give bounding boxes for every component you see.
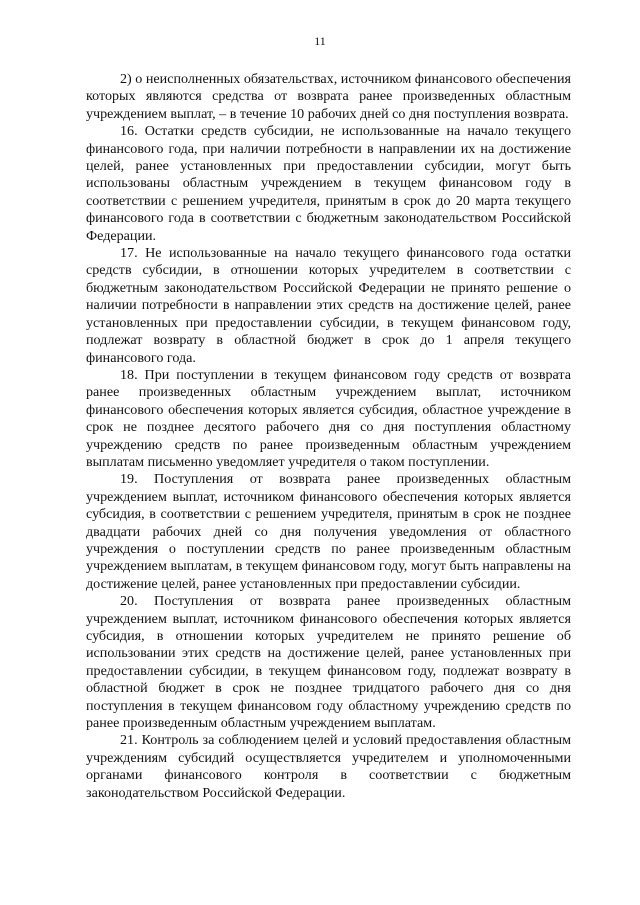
paragraph-17: 17. Не использованные на начало текущего финансового года остатки средств субсидии, в отношении которых учредителем в соответствии с бюджетным законодательством Российской Федерации не принято решение о наличии потребности в направлении этих средств на достижение целей, ранее установленных при предоставлении субсидии, в текущем финансовом году, подлежат возврату в областной бюджет в срок до 1 апреля текущего финансового года. [86, 245, 571, 366]
document-body [86, 71, 571, 802]
paragraph-18: 18. При поступлении в текущем финансовом году средств от возврата ранее произведенных областным учреждением выплат, источником финансового обеспечения которых является субсидия, областное учреждение в срок не позднее десятого рабочего дня со дня поступления областному учреждению средств по ранее произведенным областным учреждением выплатам письменно уведомляет учредителя о таком поступлении. [86, 366, 571, 470]
paragraph-item-2: 2) о неисполненных обязательствах, источником финансового обеспечения которых являются средства от возврата ранее произведенных областным учреждением выплат, – в течение 10 рабочих дней со дня поступления возврата. [86, 71, 571, 122]
paragraph-21: 21. Контроль за соблюдением целей и условий предоставления областным учреждениям субсидий осуществляется учредителем и уполномоченными органами финансового контроля в соответствии с бюджетным законодательством Российской Федерации. [86, 732, 571, 801]
paragraph-19: 19. Поступления от возврата ранее произведенных областным учреждением выплат, источником финансового обеспечения которых является субсидия, в соответствии с решением учредителя, принятым в срок не позднее двадцати рабочих дней со дня получения уведомления от областного учреждения о поступлении средств по ранее произведенным областным учреждением выплатам, в текущем финансовом году, могут быть направлены на достижение целей, ранее установленных при предоставлении субсидии. [86, 471, 571, 592]
paragraph-16: 16. Остатки средств субсидии, не использованные на начало текущего финансового года, при наличии потребности в направлении их на достижение целей, ранее установленных при предоставлении субсидии, могут быть использованы областным учреждением в текущем финансовом году в соответствии с решением учредителя, принятым в срок до 20 марта текущего финансового года в соответствии с бюджетным законодательством Российской Федерации. [86, 123, 571, 244]
page-number: 11 [314, 34, 326, 48]
paragraph-20: 20. Поступления от возврата ранее произведенных областным учреждением выплат, источником финансового обеспечения которых является субсидия, в отношении которых учредителем не принято решение об использовании этих средств на достижение целей, ранее установленных при предоставлении субсидии, в текущем финансовом году, подлежат возврату в областной бюджет в срок не позднее тридцатого рабочего дня со дня поступления в текущем финансовом году областному учреждению средств по ранее произведенным областным учреждением выплатам. [86, 593, 571, 732]
